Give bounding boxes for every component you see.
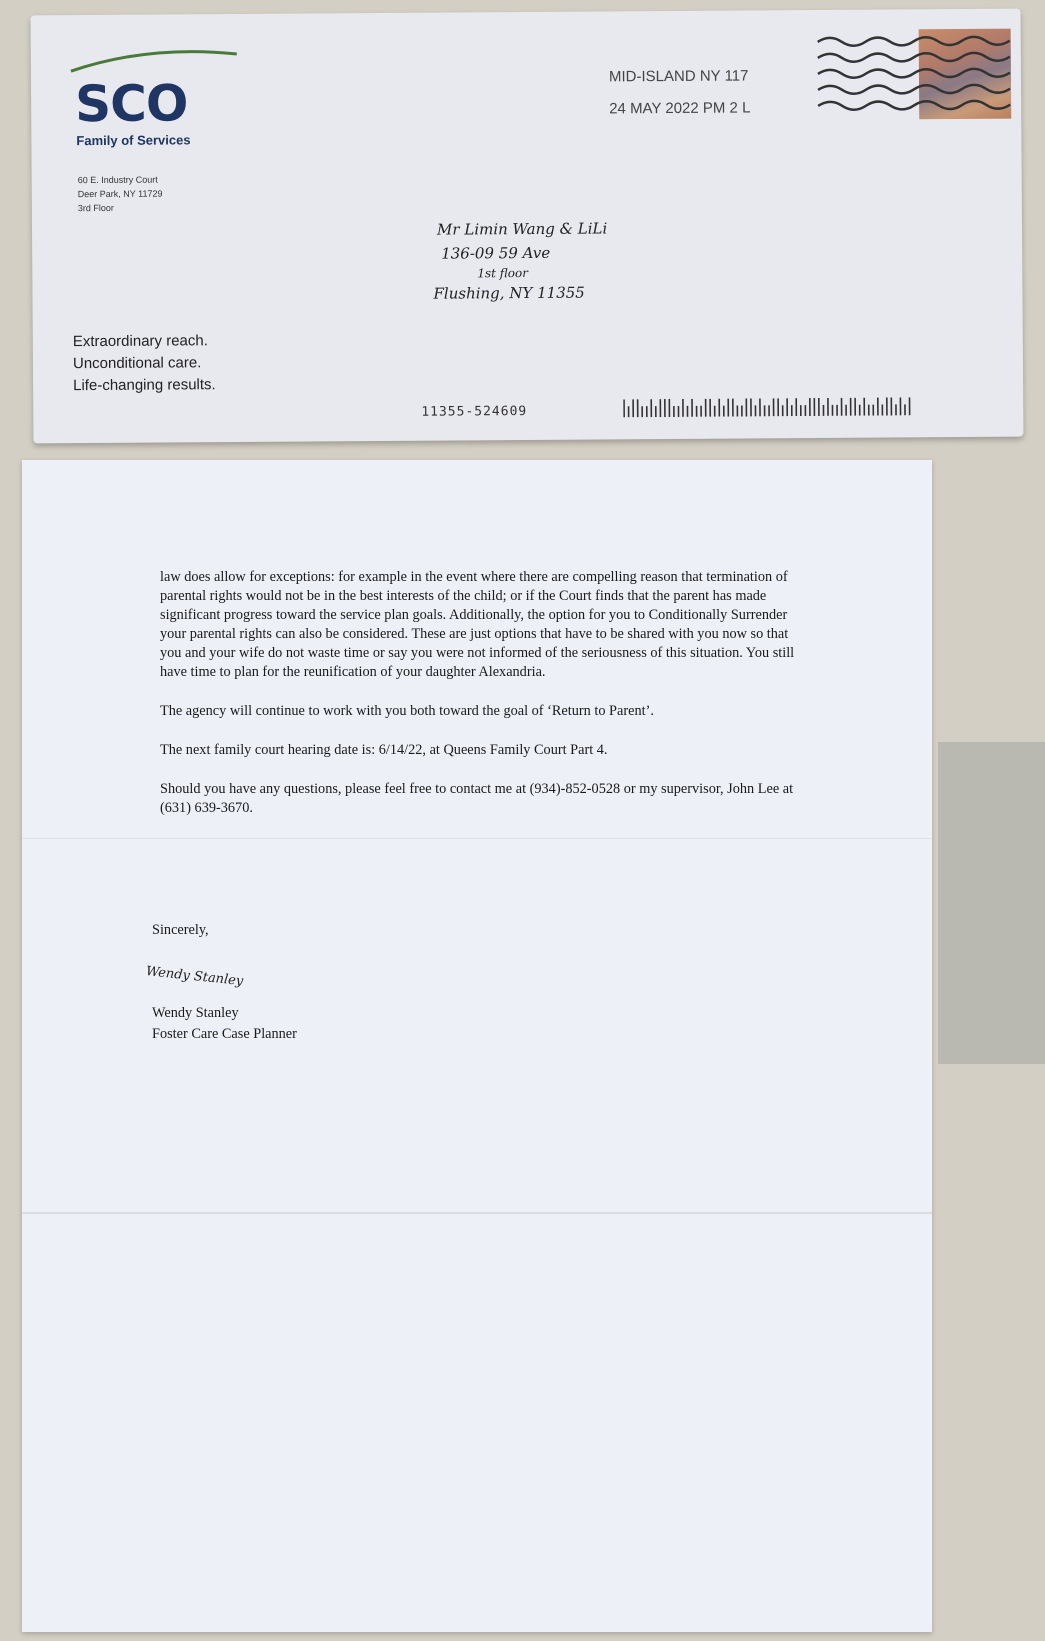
- postmark-location: MID-ISLAND NY 117: [608, 67, 749, 86]
- barcode-bar: [809, 398, 811, 416]
- letter-paragraph: Should you have any questions, please feel free to contact me at (934)-852-0528 or my supervisor, John Lee at (631) 639-3670.: [160, 781, 794, 816]
- barcode-bar: [628, 406, 630, 417]
- barcode-bar: [655, 406, 657, 417]
- barcode-bar: [732, 399, 734, 417]
- cancellation-waves-icon: [816, 31, 1022, 122]
- recipient-street: 136-09 59 Ave: [441, 243, 551, 263]
- tagline-line: Extraordinary reach.: [72, 332, 208, 351]
- envelope: [31, 9, 1024, 444]
- barcode-bar: [859, 405, 861, 416]
- barcode-bar: [723, 406, 725, 417]
- barcode-bar: [759, 398, 761, 416]
- recipient-address: [433, 216, 608, 305]
- barcode-bar: [764, 405, 766, 416]
- tagline-line: Unconditional care.: [72, 354, 202, 373]
- barcode-bar: [623, 399, 625, 417]
- barcode-bar: [700, 406, 702, 417]
- barcode-bar: [773, 398, 775, 416]
- return-address-line: 60 E. Industry Court: [77, 174, 158, 186]
- barcode-bar: [737, 406, 739, 417]
- barcode-bar: [909, 397, 911, 415]
- barcode-bar: [827, 398, 829, 416]
- fold-line: [22, 838, 932, 839]
- barcode-bar: [886, 397, 888, 415]
- barcode-bar: [841, 398, 843, 416]
- return-address-line: Deer Park, NY 11729: [77, 188, 163, 200]
- barcode-bar: [777, 398, 779, 416]
- barcode-bar: [682, 399, 684, 417]
- barcode-bar: [664, 399, 666, 417]
- barcode-bar: [696, 406, 698, 417]
- return-address: [78, 173, 163, 216]
- barcode-bar: [882, 405, 884, 416]
- barcode-bar: [673, 406, 675, 417]
- closing-salutation: Sincerely,: [152, 922, 209, 938]
- postmark-date: 24 MAY 2022 PM 2 L: [609, 99, 751, 118]
- barcode-bar: [791, 405, 793, 416]
- barcode-bar: [650, 399, 652, 417]
- barcode-bar: [854, 398, 856, 416]
- return-address-line: 3rd Floor: [77, 202, 114, 214]
- letter-paragraph: law does allow for exceptions: for example in the event where there are compelling reason that termination of parental rights would not be in the best interests of the child; or if the Court finds that the parent has made significant progress toward the service plan goals. Additionally, the option for you to Conditionally Surrender your parental rights can also be considered. These are just options that have to be shared with you now so that you and your wife do not waste time or say you were not informed of the seriousness of this situation. You still have time to plan for the reunification of your daughter Alexandria.: [160, 569, 795, 680]
- barcode-bar: [872, 405, 874, 416]
- letter-body: [160, 568, 800, 838]
- letter-page: [22, 460, 932, 1632]
- barcode-bar: [900, 397, 902, 415]
- barcode-bar: [786, 398, 788, 416]
- tagline-line: Life-changing results.: [73, 376, 216, 395]
- barcode-bar: [691, 399, 693, 417]
- barcode-bar: [877, 398, 879, 416]
- signer-title: Foster Care Case Planner: [152, 1026, 297, 1042]
- recipient-city: Flushing, NY 11355: [433, 283, 585, 303]
- barcode-bar: [795, 398, 797, 416]
- barcode-bar: [637, 399, 639, 417]
- barcode-bar: [709, 399, 711, 417]
- barcode-bar: [823, 405, 825, 416]
- logo-subtitle: Family of Services: [76, 132, 191, 149]
- barcode-bar: [845, 405, 847, 416]
- letter-paragraph: The agency will continue to work with you both toward the goal of ‘Return to Parent’.: [160, 703, 654, 719]
- background-panel: [938, 742, 1045, 1064]
- barcode-bar: [768, 405, 770, 416]
- barcode-bar: [805, 405, 807, 416]
- fold-line: [22, 1212, 932, 1214]
- recipient-floor: 1st floor: [477, 265, 529, 281]
- tagline: [73, 330, 216, 397]
- sco-logo: SCO: [74, 74, 188, 134]
- barcode-bar: [669, 399, 671, 417]
- barcode-bar: [800, 405, 802, 416]
- barcode-bar: [714, 406, 716, 417]
- barcode-bar: [641, 406, 643, 417]
- barcode-bar: [782, 405, 784, 416]
- barcode-bar: [868, 405, 870, 416]
- barcode-bar: [814, 398, 816, 416]
- letter-paragraph: The next family court hearing date is: 6/14/22, at Queens Family Court Part 4.: [160, 742, 608, 758]
- handwritten-signature: Wendy Stanley: [145, 964, 244, 990]
- logo-arc-icon: [69, 42, 239, 73]
- barcode-bar: [632, 399, 634, 417]
- barcode-bar: [836, 405, 838, 416]
- barcode-bar: [678, 406, 680, 417]
- barcode-bar: [755, 405, 757, 416]
- barcode-bar: [818, 398, 820, 416]
- barcode-bar: [646, 406, 648, 417]
- barcode-bar: [891, 397, 893, 415]
- barcode-bar: [746, 398, 748, 416]
- barcode-bar: [832, 405, 834, 416]
- barcode-bar: [660, 399, 662, 417]
- barcode-bar: [741, 405, 743, 416]
- barcode-bar: [705, 399, 707, 417]
- postmark: [609, 60, 751, 125]
- barcode-bar: [750, 398, 752, 416]
- barcode-bar: [850, 398, 852, 416]
- recipient-name: Mr Limin Wang & LiLi: [436, 219, 608, 239]
- barcode-bar: [863, 398, 865, 416]
- barcode-bar: [904, 404, 906, 415]
- signer-name: Wendy Stanley: [152, 1005, 239, 1021]
- barcode-bar: [718, 399, 720, 417]
- postal-barcode: [623, 397, 913, 417]
- barcode-bar: [687, 406, 689, 417]
- zip-barcode-text: 11355-524609: [421, 404, 528, 420]
- barcode-bar: [895, 404, 897, 415]
- barcode-bar: [727, 399, 729, 417]
